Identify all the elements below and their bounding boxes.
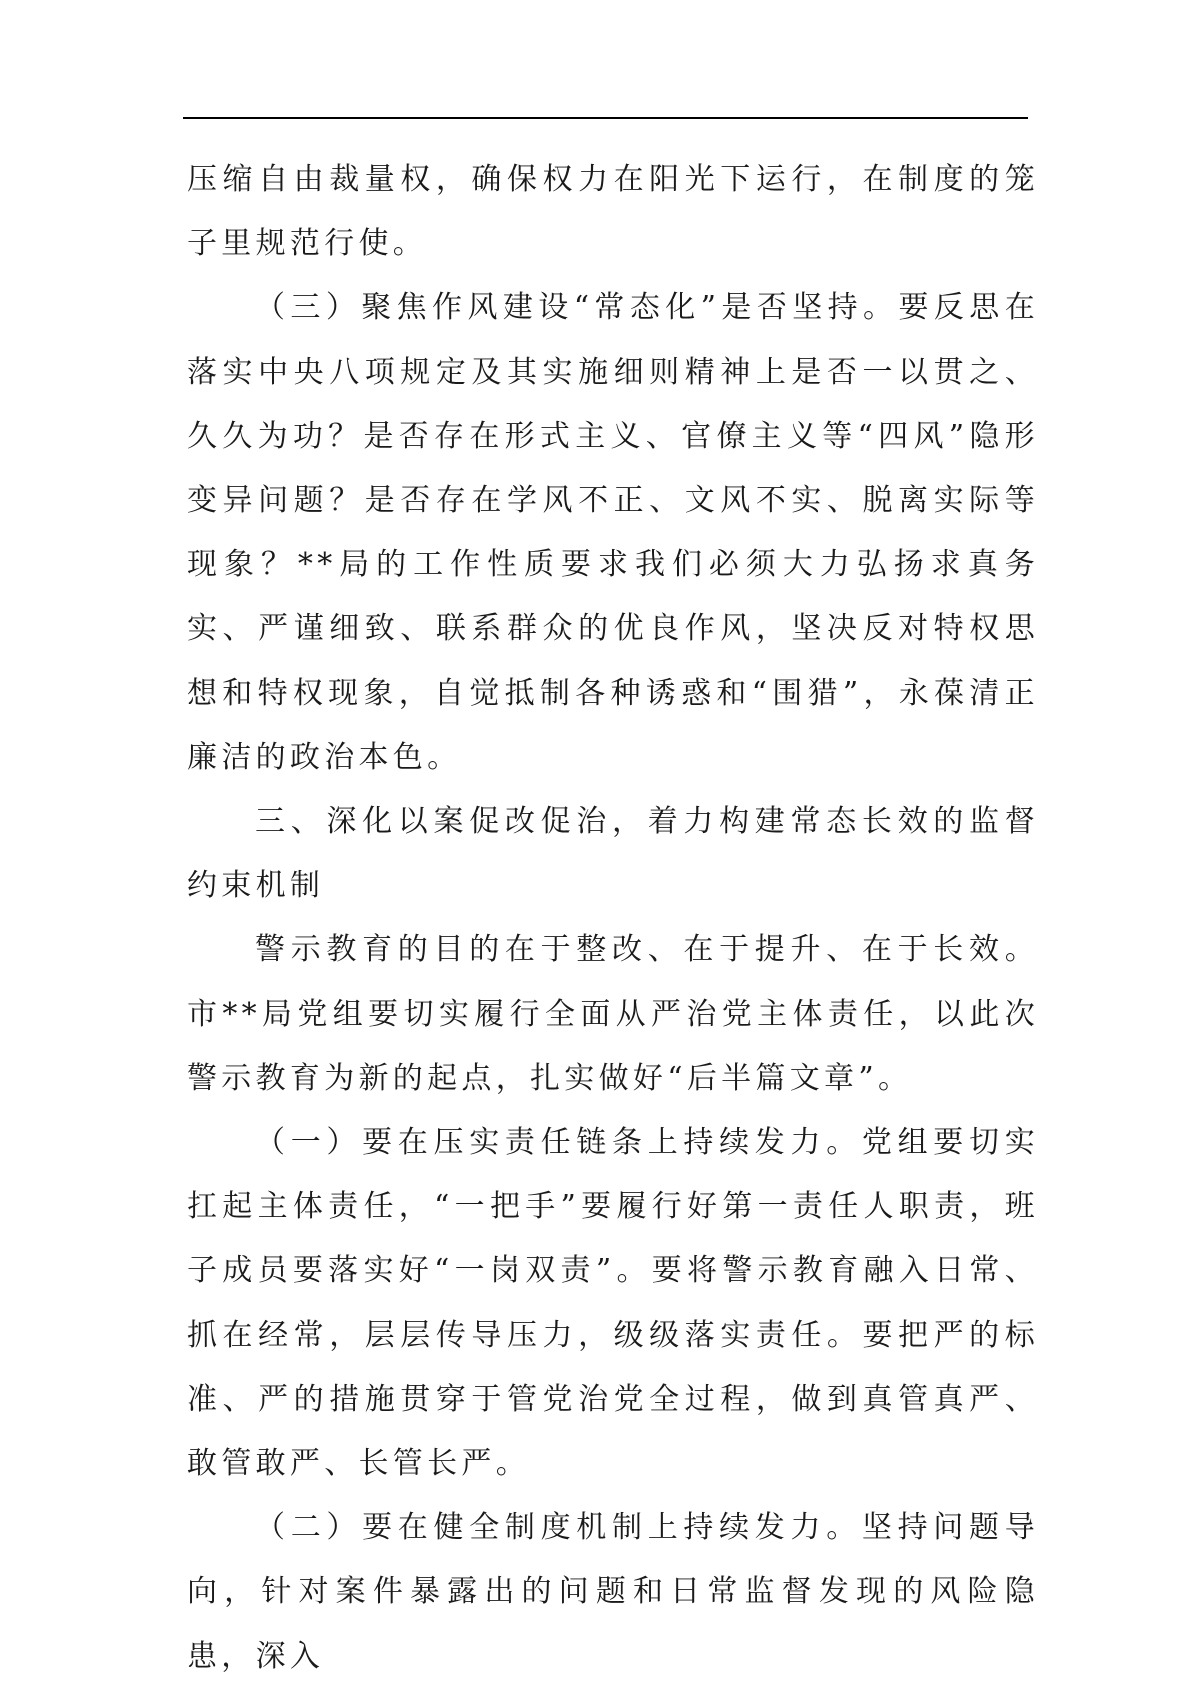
- section-heading: 三、深化以案促改促治，着力构建常态长效的监督约束机制: [187, 804, 1039, 904]
- paragraph: （二）要在健全制度机制上持续发力。坚持问题导向，针对案件暴露出的问题和日常监督发现的风险隐患，深入: [187, 1510, 1039, 1674]
- paragraph: 警示教育的目的在于整改、在于提升、在于长效。市**局党组要切实履行全面从严治党主体责任，以此次警示教育为新的起点，扎实做好“后半篇文章”。: [187, 932, 1039, 1096]
- document-body: [187, 148, 1039, 1689]
- paragraph: （三）聚焦作风建设“常态化”是否坚持。要反思在落实中央八项规定及其实施细则精神上是否一以贯之、久久为功？是否存在形式主义、官僚主义等“四风”隐形变异问题？是否存在学风不正、文风不实、脱离实际等现象？**局的工作性质要求我们必须大力弘扬求真务实、严谨细致、联系群众的优良作风，坚决反对特权思想和特权现象，自觉抵制各种诱惑和“围猎”，永葆清正廉洁的政治本色。: [187, 290, 1039, 775]
- paragraph: 压缩自由裁量权，确保权力在阳光下运行，在制度的笼子里规范行使。: [187, 162, 1039, 262]
- paragraph: （一）要在压实责任链条上持续发力。党组要切实扛起主体责任，“一把手”要履行好第一责任人职责，班子成员要落实好“一岗双责”。要将警示教育融入日常、抓在经常，层层传导压力，级级落实责任。要把严的标准、严的措施贯穿于管党治党全过程，做到真管真严、敢管敢严、长管长严。: [187, 1125, 1039, 1482]
- header-rule: [183, 117, 1028, 119]
